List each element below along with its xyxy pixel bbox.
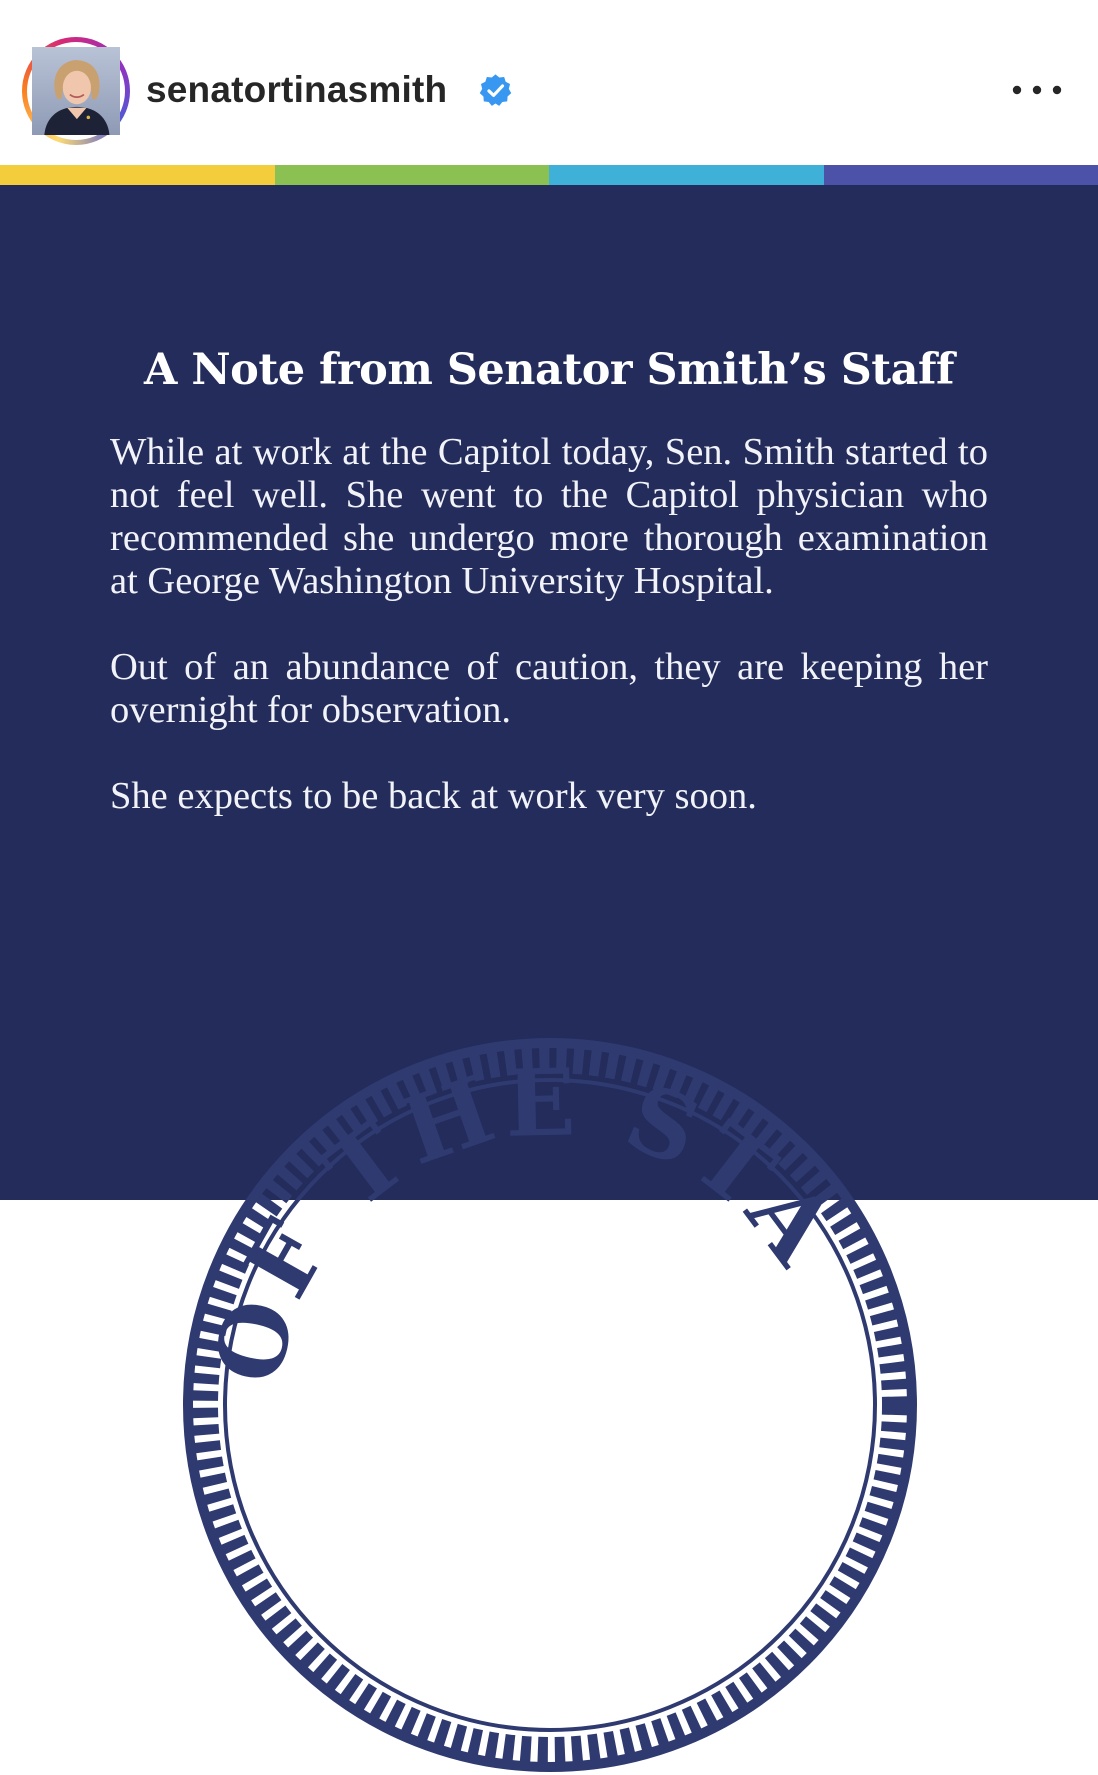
avatar-frame	[27, 42, 125, 140]
note-body	[110, 431, 988, 818]
note-title: A Note from Senator Smith’s Staff	[110, 337, 988, 403]
note-paragraph-1: While at work at the Capitol today, Sen. Smith started to not feel well. She went to the Capitol physician who recommended she undergo more thorough examination at George Washington University Hospital.	[110, 431, 988, 603]
note-paragraph-2: Out of an abundance of caution, they are keeping her overnight for observation.	[110, 646, 988, 732]
post-header	[0, 0, 1098, 165]
strip-indigo	[824, 165, 1098, 185]
strip-green	[275, 165, 550, 185]
note-paragraph-3: She expects to be back at work very soon.	[110, 775, 988, 818]
senate-seal-watermark	[180, 1035, 920, 1775]
color-strip	[0, 165, 1098, 185]
post-image-note[interactable]	[0, 185, 1098, 1200]
strip-yellow	[0, 165, 275, 185]
verified-badge-icon	[478, 73, 513, 108]
more-horizontal-icon[interactable]	[1005, 74, 1069, 106]
strip-blue	[549, 165, 824, 185]
story-ring[interactable]	[22, 37, 130, 145]
username[interactable]: senatortinasmith	[146, 66, 447, 114]
avatar[interactable]	[32, 47, 120, 135]
seal-text: OF THE STA	[193, 1048, 858, 1392]
